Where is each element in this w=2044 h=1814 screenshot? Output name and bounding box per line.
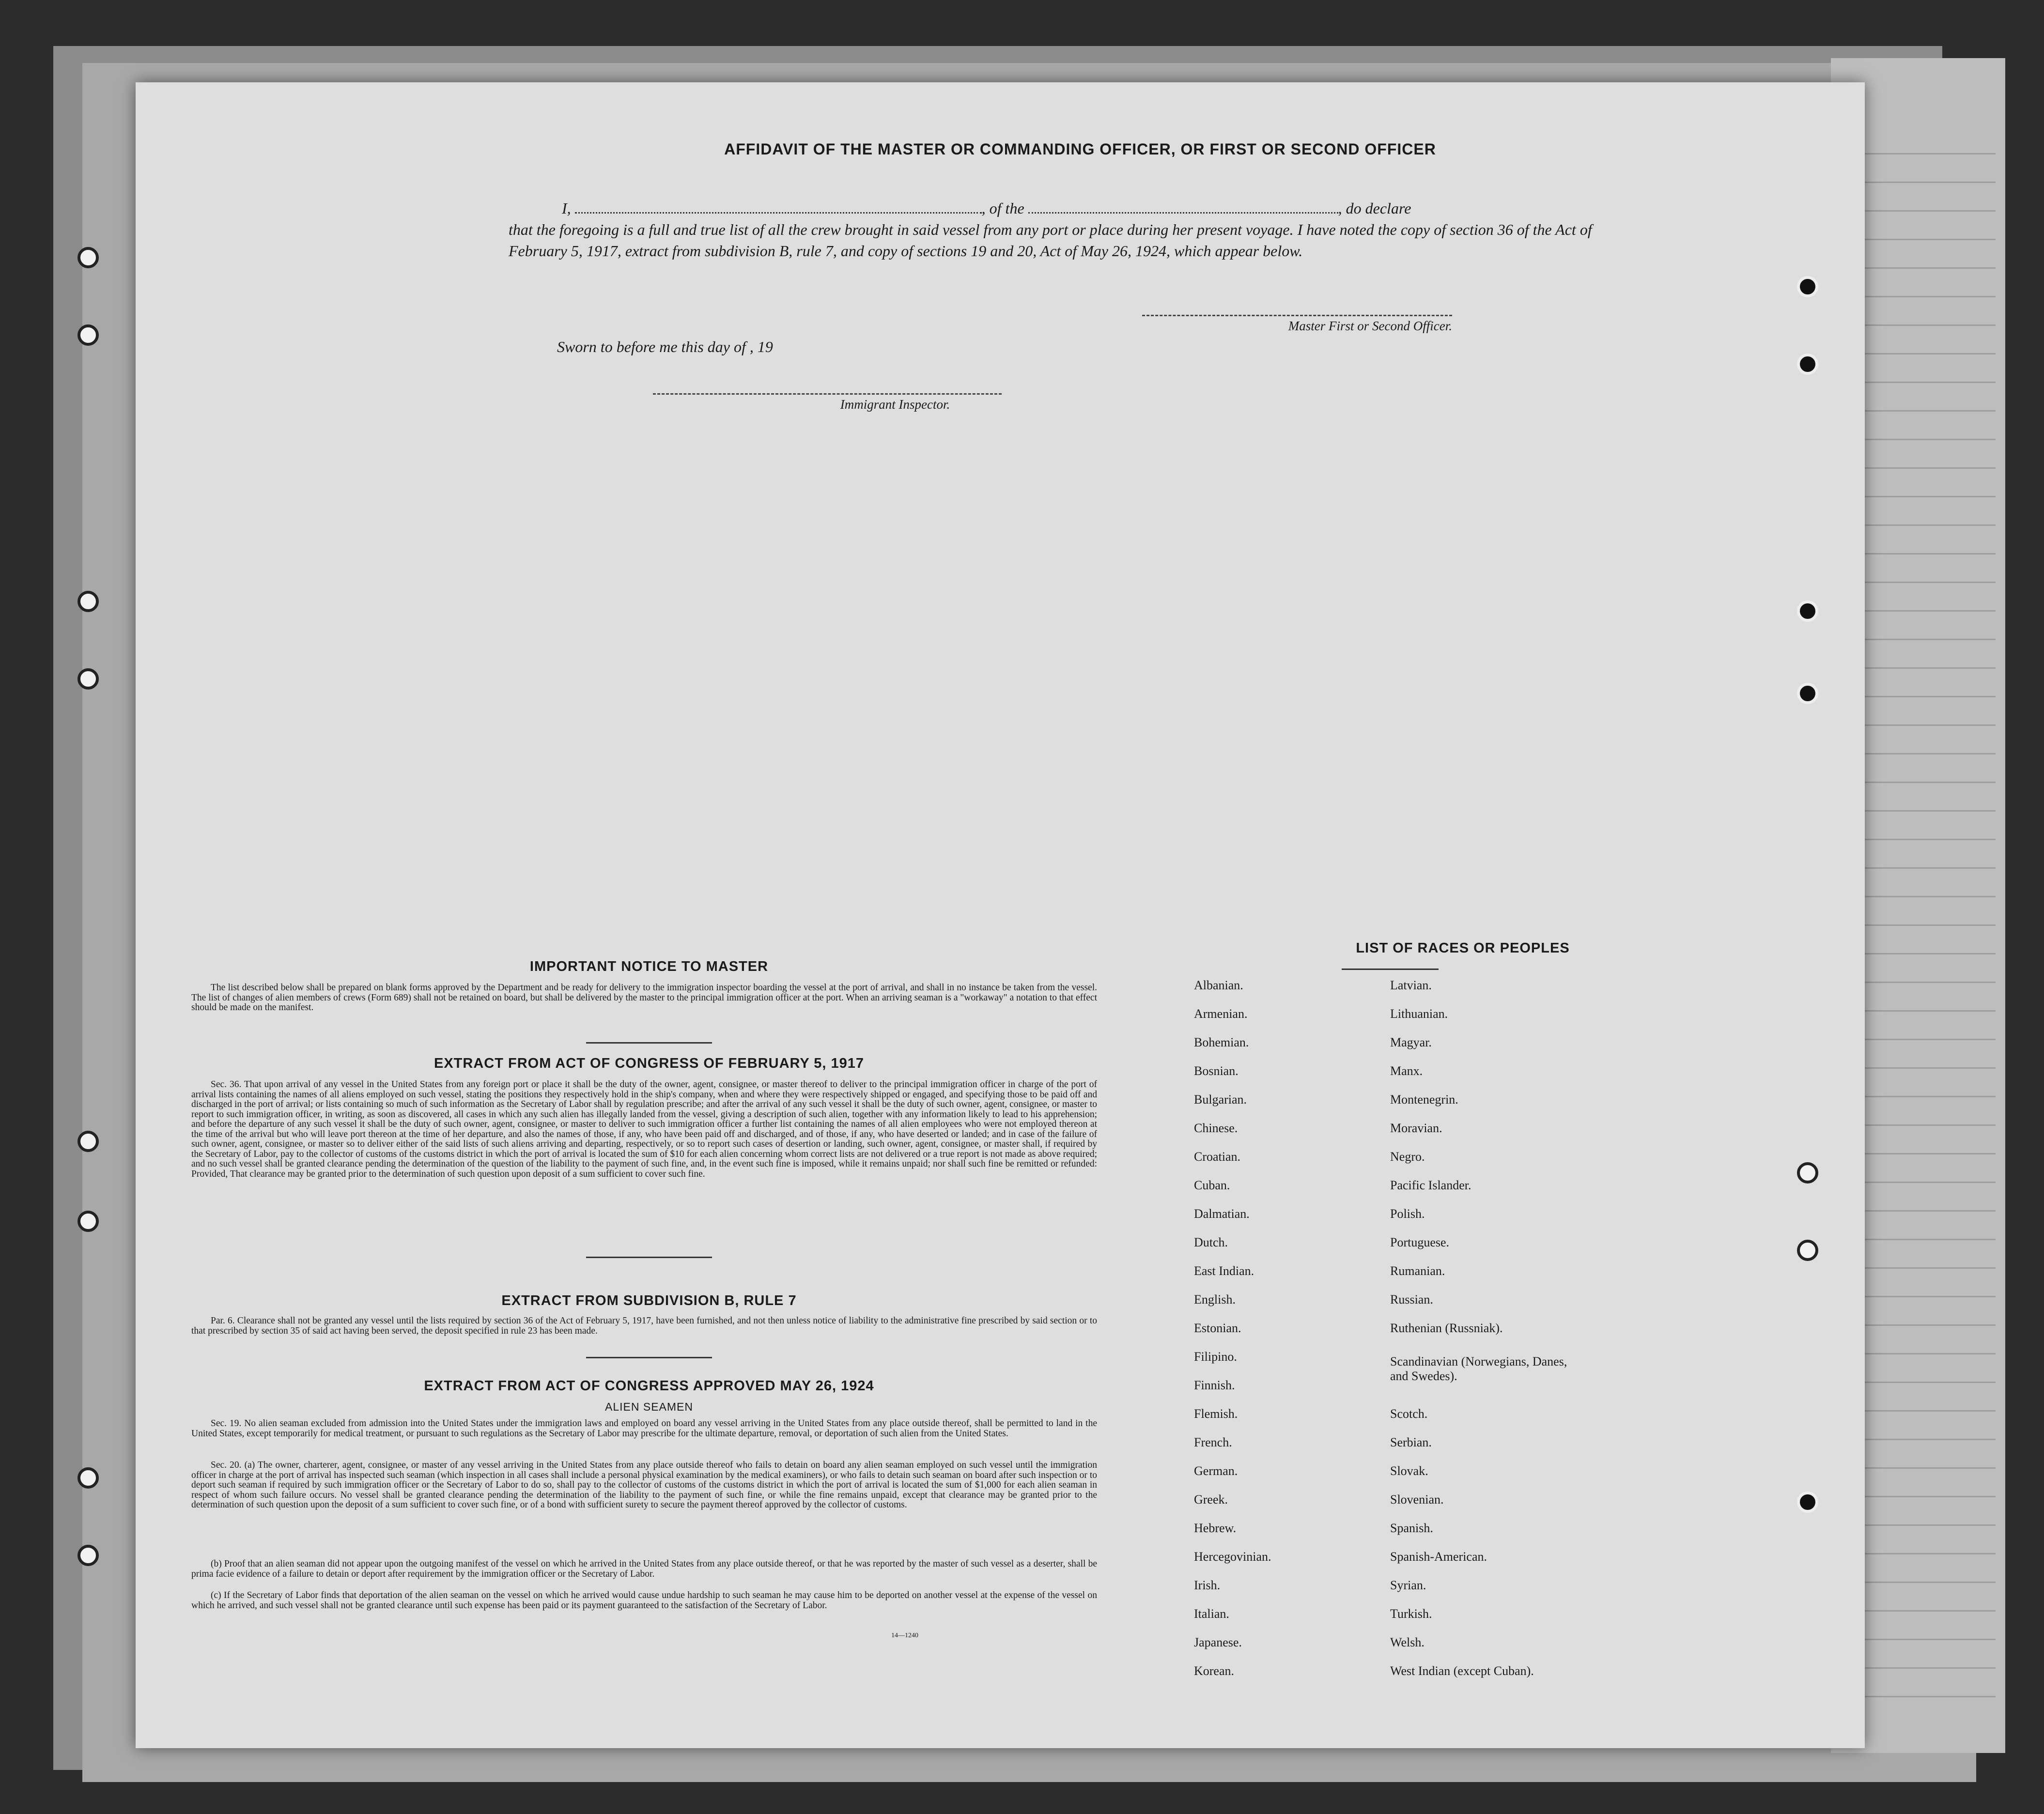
binder-hole [77,591,99,612]
race-item: Cuban. [1194,1178,1230,1192]
race-item: Spanish. [1390,1521,1433,1535]
sworn-prefix: Sworn to before me this [557,338,704,355]
race-item: Japanese. [1194,1635,1242,1649]
sworn-line [557,338,1429,356]
sworn-year-label: , 19 [749,338,773,355]
binder-hole [1797,600,1818,622]
race-item: Hebrew. [1194,1521,1237,1535]
affidavit-of-the: , of the [981,200,1024,217]
race-item: Magyar. [1390,1035,1432,1049]
binder-hole [77,324,99,346]
binder-hole [1797,1491,1818,1513]
extract3-sec19: Sec. 19. No alien seaman excluded from admission into the United States under the immigration laws and employed on board any vessel arriving in the United States from any place outside thereof, shall be permitted to land in the United States, except temporarily for medical treatment, or pursuant to such regulations as the Secretary of Labor may prescribe for the ultimate departure, removal, or deportation of such alien from the United States. [191,1418,1097,1439]
extract3-sec20a: Sec. 20. (a) The owner, charterer, agent, consignee, or master of any vessel arriving in the United States from any place outside thereof who fails to detain on board any alien seaman employed on such vessel until the immigration officer in charge at the port of arrival has inspected such seaman (which inspection in all cases shall include a personal physical examination by the medical examiners), or who fails to detain such seaman on board after such inspection or to deport such seaman if required by such immigration officer or the Secretary of Labor to do so, shall pay to the collector of customs of the customs district in which the port of arrival is located the sum of $1,000 for each alien seaman in respect of whom such failure occurs. No vessel shall be granted clearance pending the determination of the liability to the payment of such fine, or while the fine remains unpaid, except that clearance may be granted prior to the determination of such question upon the deposit of a sum sufficient to cover such fine, or of a bond with sufficient surety to secure the payment thereof approved by the collector of customs. [191,1460,1097,1510]
affidavit-title: AFFIDAVIT OF THE MASTER OR COMMANDING OFFICER, OR FIRST OR SECOND OFFICER [724,140,1436,158]
vessel-blank[interactable] [1028,204,1338,214]
race-item: Irish. [1194,1578,1221,1592]
extract1-title: EXTRACT FROM ACT OF CONGRESS OF FEBRUARY 5, 1917 [434,1056,865,1071]
race-item: Greek. [1194,1492,1228,1507]
races-title: LIST OF RACES OR PEOPLES [1356,940,1570,956]
master-signature-label: Master First or Second Officer. [1288,319,1452,333]
race-item: English. [1194,1292,1236,1307]
extract2-text: Par. 6. Clearance shall not be granted any vessel until the lists required by section 36 of the Act of February 5, 1917, have been furnished, and not then unless notice of liability to the administrative fine prescribed by said section or to that prescribed by section 35 of said act having been served, the deposit specified in rule 23 has been made. [191,1316,1097,1336]
binder-hole [77,1545,99,1566]
back-sheet-ruling [1850,126,1996,1724]
race-item: Turkish. [1390,1607,1432,1621]
race-item: Serbian. [1390,1435,1432,1449]
binder-hole [1797,354,1818,375]
form-number: 14—1240 [891,1632,918,1639]
race-item: West Indian (except Cuban). [1390,1664,1534,1678]
binder-hole [77,668,99,690]
divider [586,1357,712,1358]
race-item: Spanish-American. [1390,1550,1487,1564]
race-item: Welsh. [1390,1635,1425,1649]
extract1-text: Sec. 36. That upon arrival of any vessel in the United States from any foreign port or place it shall be the duty of the owner, agent, consignee, or master thereof to deliver to the principal immigration officer in charge of the port of arrival lists containing the names of all aliens employed on such vessel, stating the positions they respectively hold in the ship's company, when and where they were respectively shipped or engaged, and specifying those to be paid off and discharged in the port of arrival; or lists containing so much of such information as the Secretary of Labor shall by regulation prescribe; and after the arrival of any such vessel it shall be the duty of such owner, agent, consignee, or master to report to such immigration officer, in writing, as soon as discovered, all cases in which any such alien has illegally landed from the vessel, giving a description of such alien, together with any information likely to lead to his apprehension; and before the departure of any such vessel it shall be the duty of such owner, agent, consignee, or master to deliver to such immigration officer a further list containing the names of all alien employees who were not employed thereon at the time of the arrival but who will leave port thereon at the time of her departure, and also the names of those, if any, who have been paid off and discharged, and of those, if any, who have deserted or landed; and in case of the failure of such owner, agent, consignee, or master so to deliver either of the said lists of such aliens arriving and departing, respectively, or so to report such cases of desertion or landing, such owner, agent, consignee, or master shall, if required by the Secretary of Labor, pay to the collector of customs of the customs district in which the port of arrival is located the sum of $10 for each alien concerning whom correct lists are not delivered or a true report is not made as above required; and no such vessel shall be granted clearance pending the determination of the question of the liability to the payment of such fine, and, in the event such fine is imposed, while it remains unpaid; nor shall such fine be remitted or refunded: Provided, That clearance may be granted prior to the determination of such question upon deposit of a sum sufficient to cover such fine. [191,1079,1097,1179]
race-item: Dalmatian. [1194,1207,1250,1221]
affidavit-declaration-line [562,198,1613,219]
name-blank[interactable] [575,204,982,214]
race-item: Slovenian. [1390,1492,1444,1507]
sworn-day-label: day of [707,338,746,355]
race-item: Portuguese. [1390,1235,1450,1249]
master-signature-line[interactable] [1142,315,1452,316]
race-item: Armenian. [1194,1007,1248,1021]
binder-hole [77,1467,99,1489]
binder-hole [1797,1240,1818,1261]
races-column-2 [1390,978,1632,1692]
race-item: Russian. [1390,1292,1433,1307]
affidavit-i: I, [562,200,571,217]
race-item: Dutch. [1194,1235,1228,1249]
race-item: Chinese. [1194,1121,1238,1135]
race-item: Filipino. [1194,1350,1237,1364]
race-item: Flemish. [1194,1407,1238,1421]
race-item: Croatian. [1194,1150,1241,1164]
race-item: East Indian. [1194,1264,1254,1278]
extract3-subtitle: ALIEN SEAMEN [605,1400,693,1413]
race-item: Finnish. [1194,1378,1235,1392]
extract2-title: EXTRACT FROM SUBDIVISION B, RULE 7 [501,1293,797,1308]
inspector-signature-line[interactable] [653,393,1002,395]
race-item: Polish. [1390,1207,1425,1221]
race-item: Bulgarian. [1194,1092,1247,1107]
inspector-signature-label: Immigrant Inspector. [840,397,950,412]
race-item: Scotch. [1390,1407,1428,1421]
race-item: Scandinavian (Norwegians, Danes, and Swedes). [1390,1354,1567,1383]
binder-hole [1797,1162,1818,1184]
race-item: Bohemian. [1194,1035,1249,1049]
affidavit-body: that the foregoing is a full and true list of all the crew brought in said vessel from any port or place during her present voyage. I have noted the copy of section 36 of the Act of February 5, 1917, extract from subdivision B, rule 7, and copy of sections 19 and 20, Act of May 26, 1924, which appear below. [509,221,1592,260]
race-item: Albanian. [1194,978,1243,992]
binder-hole [77,247,99,268]
affidavit-do-declare: , do declare [1338,200,1411,217]
divider [586,1257,712,1258]
race-item: German. [1194,1464,1238,1478]
race-item: Rumanian. [1390,1264,1445,1278]
race-item: Moravian. [1390,1121,1442,1135]
race-item: Latvian. [1390,978,1432,992]
binder-hole [1797,683,1818,704]
race-item: Bosnian. [1194,1064,1239,1078]
race-item: Montenegrin. [1390,1092,1458,1107]
divider [586,1042,712,1044]
race-item: Hercegovinian. [1194,1550,1271,1564]
notice-text: The list described below shall be prepared on blank forms approved by the Department and be ready for delivery to the immigration inspector boarding the vessel at the port of arrival, and shall in no instance be taken from the vessel. The list of changes of alien members of crews (Form 689) shall not be retained on board, but shall be delivered by the master to the principal immigration officer at the port. When an arriving seaman is a "workaway" a notation to that effect should be made on the manifest. [191,983,1097,1013]
race-item: Negro. [1390,1150,1425,1164]
race-item: Italian. [1194,1607,1229,1621]
notice-title: IMPORTANT NOTICE TO MASTER [529,959,769,974]
extract3-sec20c: (c) If the Secretary of Labor finds that deportation of the alien seaman on the vessel on which he arrived would cause undue hardship to such seaman he may cause him to be deported on another vessel at the expense of the vessel on which he arrived, and such vessel shall not be granted clearance until such expense has been paid or its payment guaranteed to the satisfaction of the Secretary of Labor. [191,1590,1097,1611]
race-item: Slovak. [1390,1464,1428,1478]
race-item: Estonian. [1194,1321,1241,1335]
extract3-title: EXTRACT FROM ACT OF CONGRESS APPROVED MAY 26, 1924 [424,1378,874,1394]
binder-hole [1797,276,1818,297]
races-column-1 [1194,978,1271,1692]
divider [1342,968,1439,970]
race-item: French. [1194,1435,1232,1449]
document-page [136,82,1865,1748]
race-item: Syrian. [1390,1578,1426,1592]
race-item: Pacific Islander. [1390,1178,1471,1192]
binder-hole [77,1131,99,1152]
race-item: Manx. [1390,1064,1423,1078]
affidavit-text [509,198,1613,261]
race-item: Korean. [1194,1664,1235,1678]
race-item: Ruthenian (Russniak). [1390,1321,1503,1335]
race-item: Lithuanian. [1390,1007,1448,1021]
extract3-sec20b: (b) Proof that an alien seaman did not appear upon the outgoing manifest of the vessel on which he arrived in the United States from any place outside thereof, or that he was reported by the master of such vessel as a deserter, shall be prima facie evidence of a failure to detain or deport after requirement by the immigration officer or the Secretary of Labor. [191,1559,1097,1579]
binder-hole [77,1211,99,1232]
